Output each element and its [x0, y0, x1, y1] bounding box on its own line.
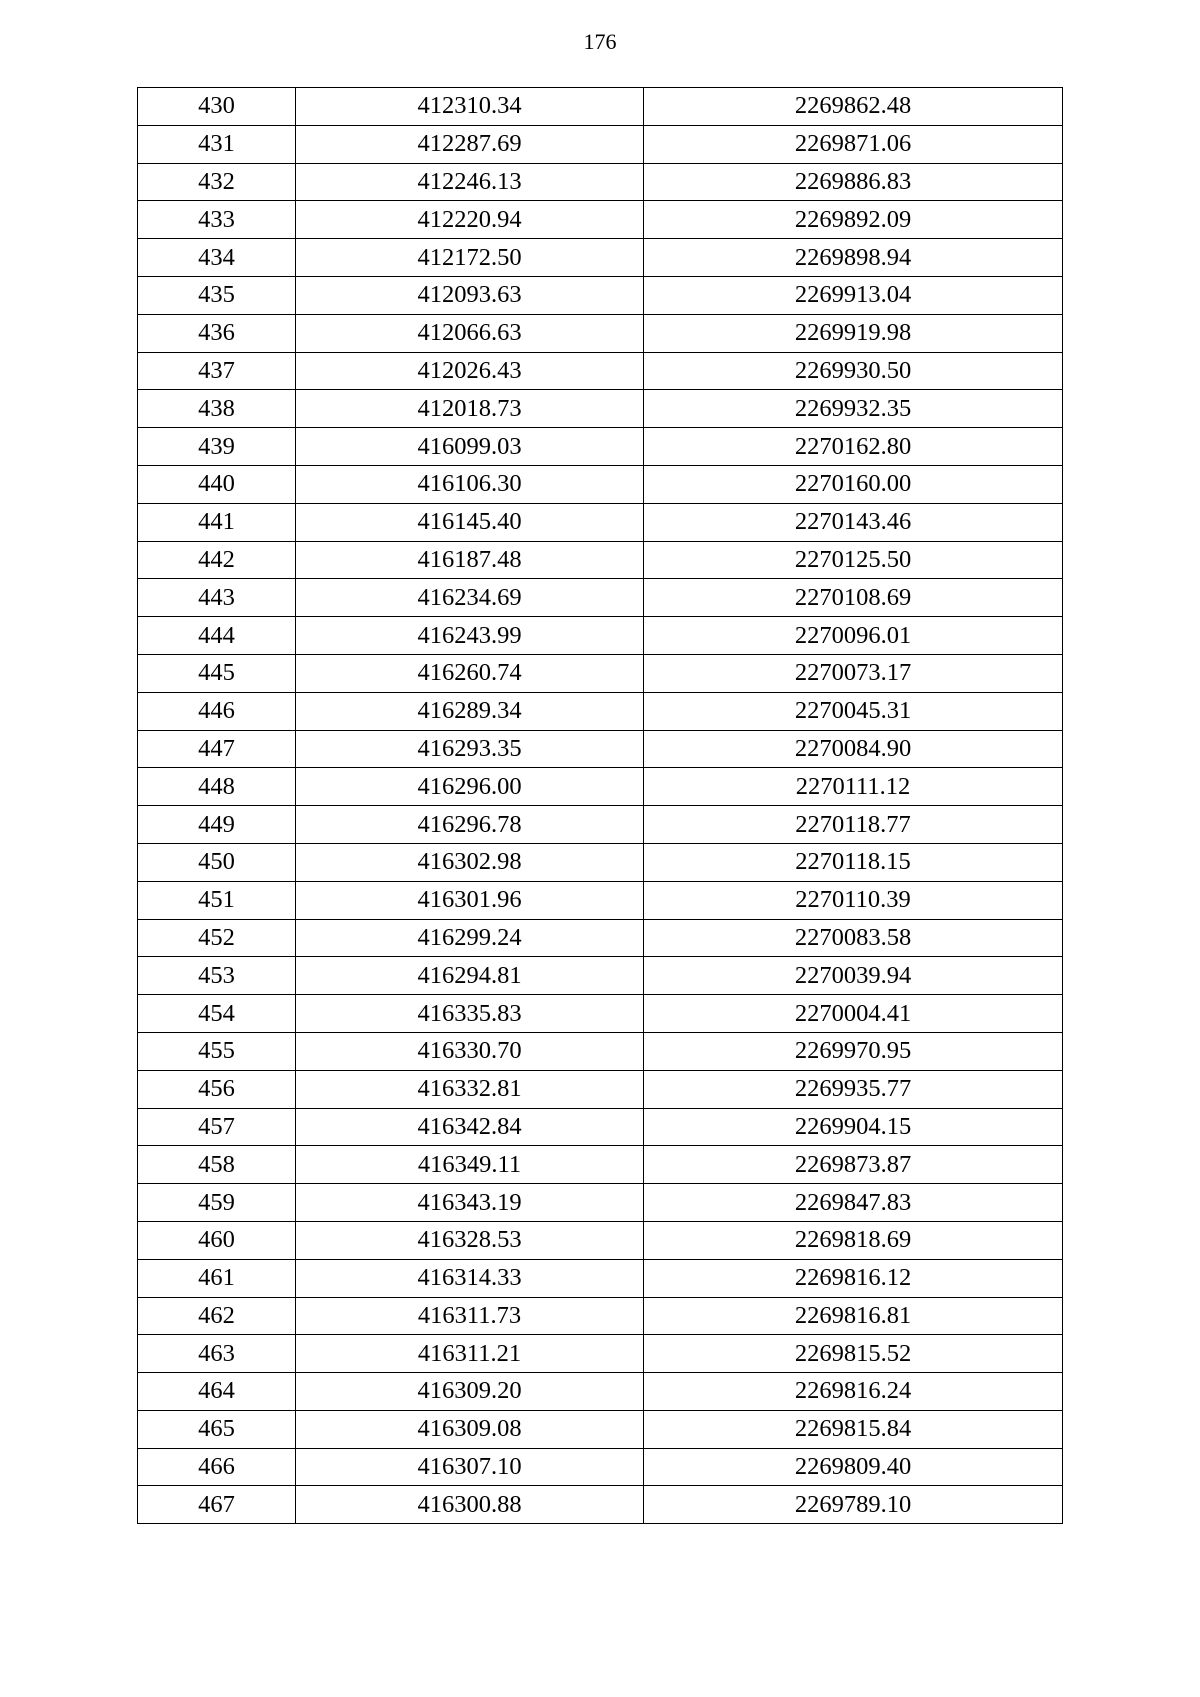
point-number-cell: 443 [138, 579, 296, 617]
y-coordinate-cell: 2270125.50 [644, 541, 1063, 579]
table-row [138, 1373, 1063, 1411]
x-coordinate-cell: 416309.20 [296, 1373, 644, 1411]
x-coordinate-cell: 412287.69 [296, 125, 644, 163]
y-coordinate-cell: 2269930.50 [644, 352, 1063, 390]
table-row [138, 995, 1063, 1033]
table-row [138, 1184, 1063, 1222]
point-number-cell: 458 [138, 1146, 296, 1184]
y-coordinate-cell: 2270045.31 [644, 692, 1063, 730]
y-coordinate-cell: 2269898.94 [644, 239, 1063, 277]
table-row [138, 465, 1063, 503]
point-number-cell: 461 [138, 1259, 296, 1297]
table-row [138, 314, 1063, 352]
point-number-cell: 446 [138, 692, 296, 730]
point-number-cell: 448 [138, 768, 296, 806]
x-coordinate-cell: 416260.74 [296, 654, 644, 692]
x-coordinate-cell: 416301.96 [296, 881, 644, 919]
x-coordinate-cell: 416311.21 [296, 1335, 644, 1373]
coordinates-table [137, 87, 1063, 1524]
table-row [138, 692, 1063, 730]
point-number-cell: 456 [138, 1070, 296, 1108]
x-coordinate-cell: 416335.83 [296, 995, 644, 1033]
y-coordinate-cell: 2270118.77 [644, 806, 1063, 844]
table-row [138, 428, 1063, 466]
point-number-cell: 449 [138, 806, 296, 844]
table-row [138, 579, 1063, 617]
point-number-cell: 435 [138, 276, 296, 314]
y-coordinate-cell: 2269913.04 [644, 276, 1063, 314]
y-coordinate-cell: 2269873.87 [644, 1146, 1063, 1184]
x-coordinate-cell: 412172.50 [296, 239, 644, 277]
x-coordinate-cell: 416294.81 [296, 957, 644, 995]
y-coordinate-cell: 2270110.39 [644, 881, 1063, 919]
point-number-cell: 459 [138, 1184, 296, 1222]
table-row [138, 843, 1063, 881]
point-number-cell: 455 [138, 1032, 296, 1070]
x-coordinate-cell: 416293.35 [296, 730, 644, 768]
point-number-cell: 447 [138, 730, 296, 768]
x-coordinate-cell: 416289.34 [296, 692, 644, 730]
coordinates-table-body [138, 88, 1063, 1524]
y-coordinate-cell: 2269847.83 [644, 1184, 1063, 1222]
table-row [138, 125, 1063, 163]
x-coordinate-cell: 412220.94 [296, 201, 644, 239]
x-coordinate-cell: 416328.53 [296, 1221, 644, 1259]
point-number-cell: 442 [138, 541, 296, 579]
y-coordinate-cell: 2270160.00 [644, 465, 1063, 503]
point-number-cell: 430 [138, 88, 296, 126]
y-coordinate-cell: 2270084.90 [644, 730, 1063, 768]
x-coordinate-cell: 416349.11 [296, 1146, 644, 1184]
x-coordinate-cell: 416302.98 [296, 843, 644, 881]
y-coordinate-cell: 2270111.12 [644, 768, 1063, 806]
point-number-cell: 465 [138, 1410, 296, 1448]
point-number-cell: 432 [138, 163, 296, 201]
table-row [138, 957, 1063, 995]
point-number-cell: 434 [138, 239, 296, 277]
table-row [138, 541, 1063, 579]
y-coordinate-cell: 2270083.58 [644, 919, 1063, 957]
point-number-cell: 440 [138, 465, 296, 503]
table-row [138, 1146, 1063, 1184]
x-coordinate-cell: 412018.73 [296, 390, 644, 428]
table-row [138, 1448, 1063, 1486]
point-number-cell: 445 [138, 654, 296, 692]
table-row [138, 919, 1063, 957]
point-number-cell: 438 [138, 390, 296, 428]
table-row [138, 201, 1063, 239]
point-number-cell: 450 [138, 843, 296, 881]
table-row [138, 617, 1063, 655]
table-row [138, 239, 1063, 277]
point-number-cell: 441 [138, 503, 296, 541]
y-coordinate-cell: 2269892.09 [644, 201, 1063, 239]
x-coordinate-cell: 416309.08 [296, 1410, 644, 1448]
x-coordinate-cell: 416106.30 [296, 465, 644, 503]
point-number-cell: 454 [138, 995, 296, 1033]
x-coordinate-cell: 416187.48 [296, 541, 644, 579]
x-coordinate-cell: 412093.63 [296, 276, 644, 314]
x-coordinate-cell: 416342.84 [296, 1108, 644, 1146]
y-coordinate-cell: 2269904.15 [644, 1108, 1063, 1146]
table-row [138, 276, 1063, 314]
y-coordinate-cell: 2270039.94 [644, 957, 1063, 995]
table-row [138, 1070, 1063, 1108]
table-row [138, 1032, 1063, 1070]
table-row [138, 654, 1063, 692]
x-coordinate-cell: 416343.19 [296, 1184, 644, 1222]
x-coordinate-cell: 412066.63 [296, 314, 644, 352]
point-number-cell: 433 [138, 201, 296, 239]
point-number-cell: 453 [138, 957, 296, 995]
table-row [138, 390, 1063, 428]
x-coordinate-cell: 416311.73 [296, 1297, 644, 1335]
y-coordinate-cell: 2269886.83 [644, 163, 1063, 201]
x-coordinate-cell: 416243.99 [296, 617, 644, 655]
table-row [138, 1486, 1063, 1524]
x-coordinate-cell: 412246.13 [296, 163, 644, 201]
point-number-cell: 466 [138, 1448, 296, 1486]
x-coordinate-cell: 416314.33 [296, 1259, 644, 1297]
table-row [138, 768, 1063, 806]
point-number-cell: 437 [138, 352, 296, 390]
y-coordinate-cell: 2269970.95 [644, 1032, 1063, 1070]
y-coordinate-cell: 2269809.40 [644, 1448, 1063, 1486]
x-coordinate-cell: 416296.00 [296, 768, 644, 806]
x-coordinate-cell: 416234.69 [296, 579, 644, 617]
y-coordinate-cell: 2270162.80 [644, 428, 1063, 466]
y-coordinate-cell: 2269816.24 [644, 1373, 1063, 1411]
point-number-cell: 451 [138, 881, 296, 919]
x-coordinate-cell: 416332.81 [296, 1070, 644, 1108]
table-row [138, 730, 1063, 768]
y-coordinate-cell: 2269932.35 [644, 390, 1063, 428]
y-coordinate-cell: 2269815.52 [644, 1335, 1063, 1373]
x-coordinate-cell: 416099.03 [296, 428, 644, 466]
page-number: 176 [583, 29, 617, 54]
table-row [138, 881, 1063, 919]
table-row [138, 1297, 1063, 1335]
y-coordinate-cell: 2269935.77 [644, 1070, 1063, 1108]
y-coordinate-cell: 2269818.69 [644, 1221, 1063, 1259]
point-number-cell: 457 [138, 1108, 296, 1146]
x-coordinate-cell: 416145.40 [296, 503, 644, 541]
table-row [138, 1410, 1063, 1448]
point-number-cell: 452 [138, 919, 296, 957]
y-coordinate-cell: 2269816.12 [644, 1259, 1063, 1297]
x-coordinate-cell: 416330.70 [296, 1032, 644, 1070]
point-number-cell: 431 [138, 125, 296, 163]
point-number-cell: 460 [138, 1221, 296, 1259]
y-coordinate-cell: 2270143.46 [644, 503, 1063, 541]
table-row [138, 1335, 1063, 1373]
y-coordinate-cell: 2269816.81 [644, 1297, 1063, 1335]
point-number-cell: 444 [138, 617, 296, 655]
point-number-cell: 436 [138, 314, 296, 352]
table-row [138, 1259, 1063, 1297]
y-coordinate-cell: 2269789.10 [644, 1486, 1063, 1524]
table-row [138, 1108, 1063, 1146]
x-coordinate-cell: 412026.43 [296, 352, 644, 390]
y-coordinate-cell: 2270108.69 [644, 579, 1063, 617]
y-coordinate-cell: 2270118.15 [644, 843, 1063, 881]
x-coordinate-cell: 416307.10 [296, 1448, 644, 1486]
table-row [138, 88, 1063, 126]
x-coordinate-cell: 416300.88 [296, 1486, 644, 1524]
table-row [138, 806, 1063, 844]
point-number-cell: 439 [138, 428, 296, 466]
point-number-cell: 462 [138, 1297, 296, 1335]
y-coordinate-cell: 2269871.06 [644, 125, 1063, 163]
point-number-cell: 463 [138, 1335, 296, 1373]
x-coordinate-cell: 416296.78 [296, 806, 644, 844]
y-coordinate-cell: 2269862.48 [644, 88, 1063, 126]
point-number-cell: 467 [138, 1486, 296, 1524]
y-coordinate-cell: 2269815.84 [644, 1410, 1063, 1448]
y-coordinate-cell: 2270096.01 [644, 617, 1063, 655]
table-row [138, 1221, 1063, 1259]
point-number-cell: 464 [138, 1373, 296, 1411]
table-row [138, 503, 1063, 541]
table-row [138, 352, 1063, 390]
y-coordinate-cell: 2269919.98 [644, 314, 1063, 352]
y-coordinate-cell: 2270004.41 [644, 995, 1063, 1033]
x-coordinate-cell: 416299.24 [296, 919, 644, 957]
table-row [138, 163, 1063, 201]
x-coordinate-cell: 412310.34 [296, 88, 644, 126]
y-coordinate-cell: 2270073.17 [644, 654, 1063, 692]
